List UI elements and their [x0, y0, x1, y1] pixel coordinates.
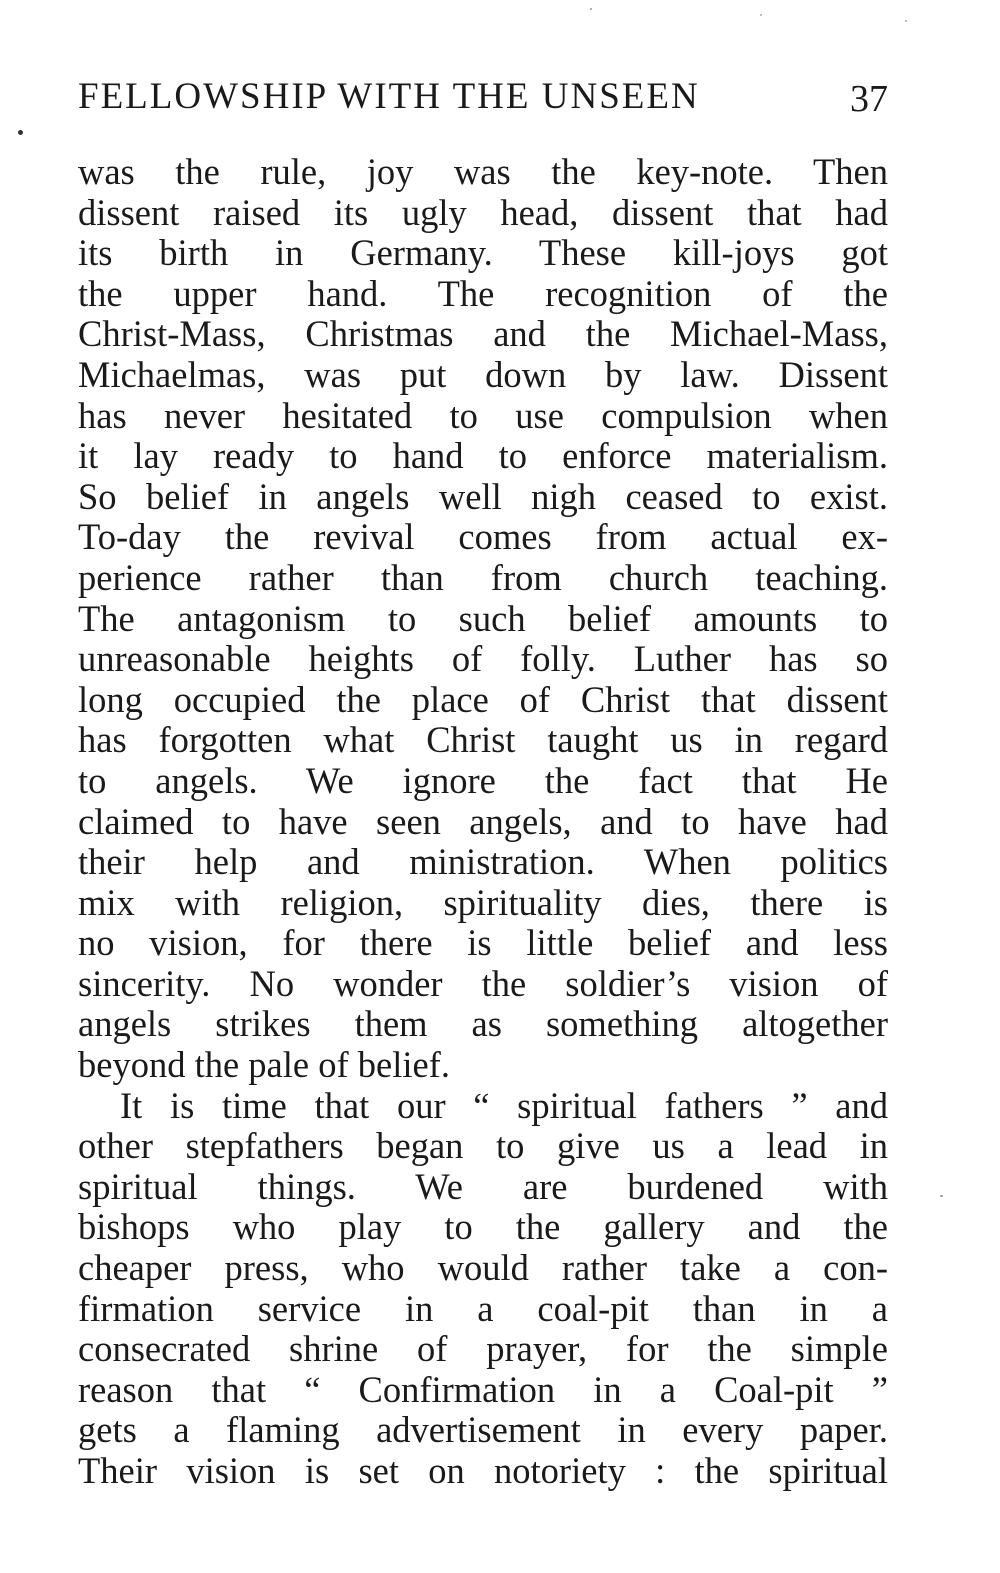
text-line: Christ-Mass, Christmas and the Michael-Mass,: [78, 313, 888, 355]
text-line: cheaper press, who would rather take a con-: [78, 1247, 888, 1289]
text-line: bishops who play to the gallery and the: [78, 1206, 888, 1248]
scan-speck: [590, 8, 592, 10]
text-line: firmation service in a coal-pit than in a: [78, 1287, 888, 1329]
text-line: has forgotten what Christ taught us in regard: [78, 719, 888, 761]
text-line: has never hesitated to use compulsion when: [78, 394, 888, 436]
text-line: no vision, for there is little belief and less: [78, 922, 888, 964]
scan-speck: [905, 20, 907, 22]
text-line: its birth in Germany. These kill-joys got: [78, 232, 888, 274]
text-line: unreasonable heights of folly. Luther has so: [78, 638, 888, 680]
text-line: consecrated shrine of prayer, for the simple: [78, 1328, 888, 1370]
text-line: perience rather than from church teaching.: [78, 556, 888, 598]
paragraph: [78, 1086, 888, 1492]
running-head: [78, 72, 888, 122]
text-line: So belief in angels well nigh ceased to exist.: [78, 475, 888, 517]
text-line: reason that “ Confirmation in a Coal-pit ”: [78, 1368, 888, 1410]
text-line: long occupied the place of Christ that dissent: [78, 678, 888, 720]
text-line: It is time that our “ spiritual fathers ” and: [120, 1084, 888, 1126]
text-line: other stepfathers began to give us a lead in: [78, 1125, 888, 1167]
text-line: beyond the pale of belief.: [78, 1044, 450, 1086]
text-line: it lay ready to hand to enforce materialism.: [78, 435, 888, 477]
paragraph: [78, 152, 888, 1086]
text-line: claimed to have seen angels, and to have had: [78, 800, 888, 842]
text-line: gets a flaming advertisement in every paper.: [78, 1409, 888, 1451]
text-line: was the rule, joy was the key-note. Then: [78, 151, 888, 192]
text-line: to angels. We ignore the fact that He: [78, 759, 888, 801]
text-line: The antagonism to such belief amounts to: [78, 597, 888, 639]
text-line: spiritual things. We are burdened with: [78, 1165, 888, 1207]
scan-speck: [18, 130, 23, 135]
page-number: 37: [850, 78, 888, 120]
text-line: their help and ministration. When politics: [78, 841, 888, 883]
scan-speck: [760, 14, 762, 16]
text-line: mix with religion, spirituality dies, there is: [78, 881, 888, 923]
text-line: the upper hand. The recognition of the: [78, 272, 888, 314]
text-line: Their vision is set on notoriety : the spiritual: [78, 1450, 888, 1491]
text-line: dissent raised its ugly head, dissent that had: [78, 191, 888, 233]
body-text: [78, 152, 888, 1492]
text-line: To-day the revival comes from actual ex-: [78, 516, 888, 558]
text-line: Michaelmas, was put down by law. Dissent: [78, 353, 888, 395]
scan-speck: [940, 1195, 943, 1197]
running-title: FELLOWSHIP WITH THE UNSEEN: [78, 76, 700, 117]
text-line: angels strikes them as something altogether: [78, 1003, 888, 1045]
text-line: sincerity. No wonder the soldier’s vision of: [78, 962, 888, 1004]
